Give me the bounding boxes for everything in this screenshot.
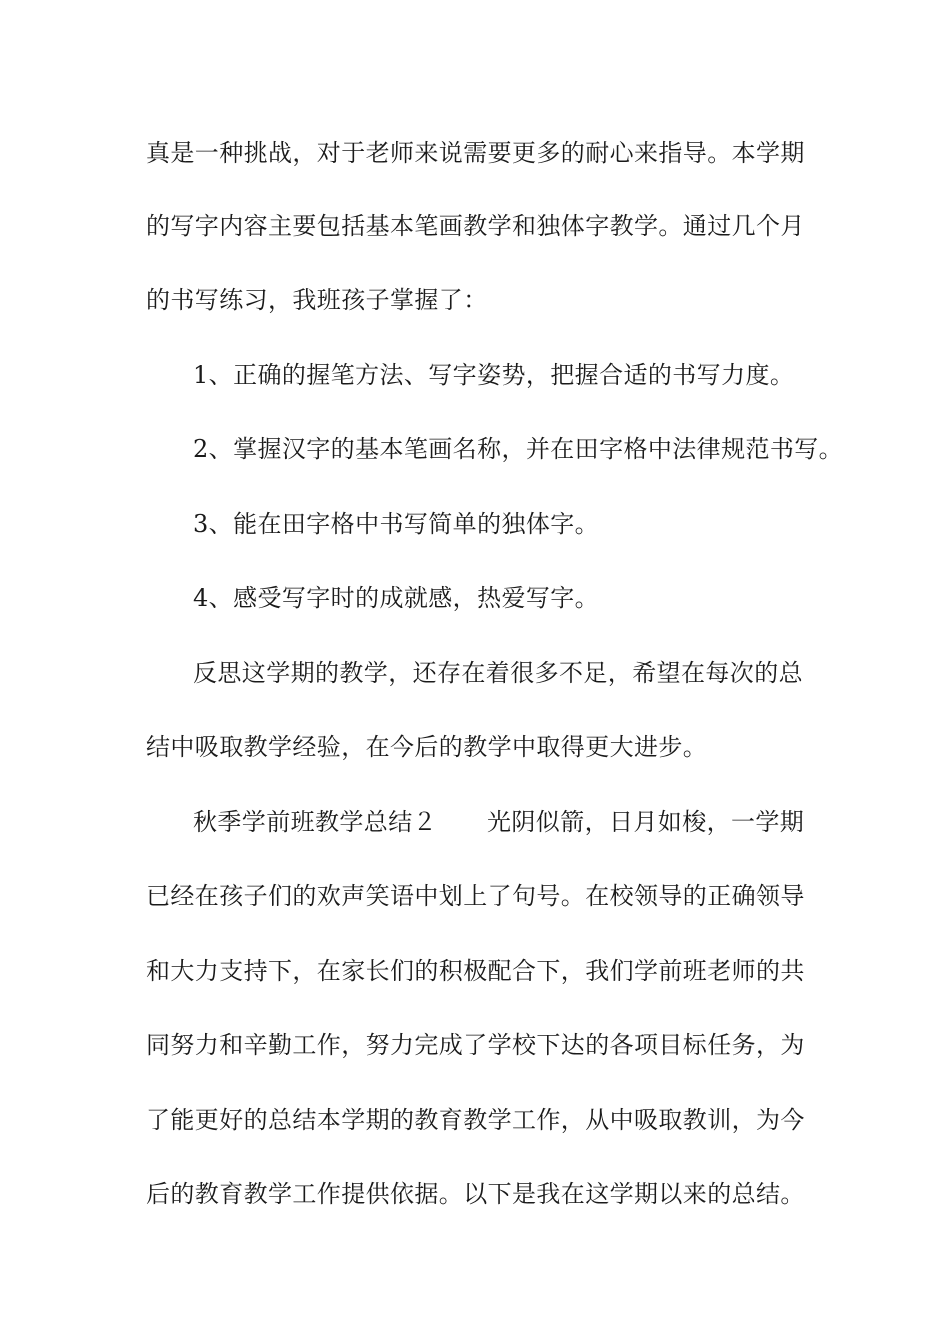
paragraph-line: 结中吸取教学经验，在今后的教学中取得更大进步。: [146, 733, 708, 761]
section-first-text: 光阴似箭，日月如梭，一学期: [487, 808, 805, 836]
paragraph-line: 已经在孩子们的欢声笑语中划上了句号。在校领导的正确领导: [146, 882, 805, 910]
paragraph-line: 同努力和辛勤工作，努力完成了学校下达的各项目标任务，为: [146, 1031, 805, 1059]
paragraph-line: 的写字内容主要包括基本笔画教学和独体字教学。通过几个月: [146, 212, 805, 240]
paragraph-line: 真是一种挑战，对于老师来说需要更多的耐心来指导。本学期: [146, 139, 805, 167]
section-line: [193, 807, 804, 837]
list-item: 3、能在田字格中书写简单的独体字。: [193, 510, 600, 538]
paragraph-line: 后的教育教学工作提供依据。以下是我在这学期以来的总结。: [146, 1180, 805, 1208]
paragraph-line: 和大力支持下，在家长们的积极配合下，我们学前班老师的共: [146, 957, 805, 985]
paragraph-line: 反思这学期的教学，还存在着很多不足，希望在每次的总: [193, 659, 803, 687]
section-heading: 秋季学前班教学总结２: [193, 808, 437, 836]
list-item: 1、正确的握笔方法、写字姿势，把握合适的书写力度。: [193, 361, 795, 389]
list-item: 2、掌握汉字的基本笔画名称，并在田字格中法律规范书写。: [193, 435, 844, 463]
list-item: 4、感受写字时的成就感，热爱写字。: [193, 584, 600, 612]
paragraph-line: 了能更好的总结本学期的教育教学工作，从中吸取教训，为今: [146, 1106, 805, 1134]
paragraph-line: 的书写练习，我班孩子掌握了：: [146, 286, 488, 314]
